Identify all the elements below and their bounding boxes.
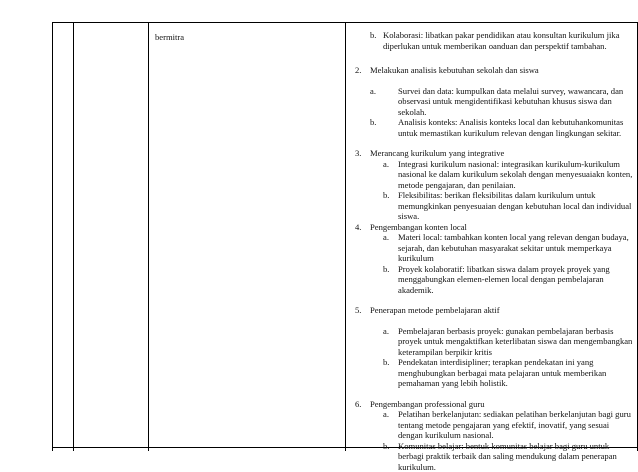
item-marker: b. (370, 30, 376, 41)
section-number: 5. (355, 305, 361, 316)
list-item (383, 190, 635, 222)
section-4 (355, 222, 635, 233)
table-col-border-3 (148, 22, 149, 451)
item-marker: b. (383, 357, 389, 368)
item-text: Survei dan data: kumpulkan data melalui survey, wawancara, dan observasi untuk mengidentifikasi kebutuhan khusus siswa dan sekolah. (398, 86, 635, 118)
section-heading: Melakukan analisis kebutuhan sekolah dan siswa (355, 65, 635, 76)
list-item (383, 441, 635, 472)
content-cell (355, 30, 635, 472)
section-3 (355, 148, 635, 159)
cell-bermitra (155, 32, 335, 43)
list-item (370, 86, 635, 118)
item-marker: b. (383, 264, 389, 275)
item-text: Fleksibilitas: berikan fleksibilitas dalam kurikulum untuk memungkinkan penyesuaian dengan kebutuhan local dan individual siswa. (398, 190, 635, 222)
item-marker: a. (383, 326, 389, 337)
list-item (383, 409, 635, 441)
section-number: 3. (355, 148, 361, 159)
list-item (383, 264, 635, 296)
section-heading: Merancang kurikulum yang integrative (355, 148, 635, 159)
item-text: Komunitas belajar: bentuk komunitas belajar bagi guru untuk berbagi praktik terbaik dan saling mendukung dalam penerapan kurikulum. (398, 441, 635, 472)
item-marker: a. (370, 86, 376, 97)
list-item (383, 357, 635, 389)
table-col-border-4 (345, 22, 346, 451)
item-text: Pelatihan berkelanjutan: sediakan pelatihan berkelanjutan bagi guru tentang metode pengajaran yang efektif, inovatif, yang sesuai dengan kurikulum nasional. (398, 409, 635, 441)
list-item (370, 30, 635, 51)
list-item (370, 117, 635, 138)
section-number: 2. (355, 65, 361, 76)
item-text: Materi local: tambahkan konten local yang relevan dengan budaya, sejarah, dan kebutuhan masyarakat sekitar untuk memperkaya kurikulum (398, 232, 635, 264)
item-marker: a. (383, 409, 389, 420)
item-marker: a. (383, 232, 389, 243)
section-2 (355, 65, 635, 76)
item-marker: b. (383, 190, 389, 201)
section-5 (355, 305, 635, 316)
item-text: Pembelajaran berbasis proyek: gunakan pembelajaran berbasis proyek untuk mengaktifkan keterlibatan siswa dan mengembangkan keterampilan berpikir kritis (398, 326, 635, 358)
item-text: Pendekatan interdisipliner; terapkan pendekatan ini yang menghubungkan berbagai mata pelajaran untuk memberikan pemahaman yang lebih holistik. (398, 357, 635, 389)
section-heading: Penerapan metode pembelajaran aktif (355, 305, 635, 316)
section-number: 6. (355, 399, 361, 410)
item-marker: b. (383, 441, 389, 452)
item-marker: a. (383, 159, 389, 170)
item-marker: b. (370, 117, 376, 128)
table-col-border-1 (52, 22, 53, 451)
list-item (383, 232, 635, 264)
list-item (383, 326, 635, 358)
list-item (383, 159, 635, 191)
section-number: 4. (355, 222, 361, 233)
table-col-border-2 (73, 22, 74, 451)
item-text: Kolaborasi: libatkan pakar pendidikan atau konsultan kurikulum jika diperlukan untuk memberikan oanduan dan perspektif tambahan. (383, 30, 635, 51)
item-text: Integrasi kurikulum nasional: integrasikan kurikulum-kurikulum nasional ke dalam kurikulum sekolah dengan menyesuaiakn konten, metode pengajaran, dan penilaian. (398, 159, 635, 191)
section-6 (355, 399, 635, 410)
item-text: Analisis konteks: Analisis konteks local dan kebutuhankomunitas untuk memastikan kurikulum relevan dengan lingkungan sekitar. (398, 117, 635, 138)
section-heading: Pengembangan konten local (355, 222, 635, 233)
cell-text: bermitra (155, 32, 184, 42)
section-heading: Pengembangan professional guru (355, 399, 635, 410)
item-text: Proyek kolaboratif: libatkan siswa dalam proyek proyek yang menggabungkan elemen-elemen local dengan pembelajaran akademik. (398, 264, 635, 296)
